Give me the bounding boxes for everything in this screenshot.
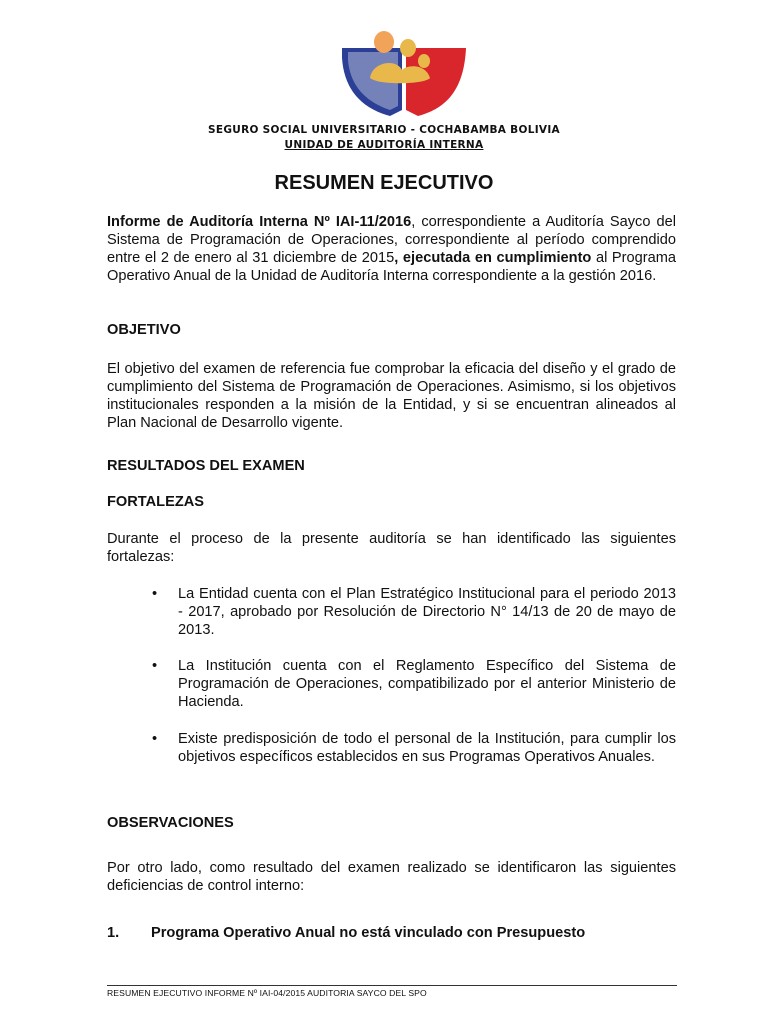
footer-divider xyxy=(107,985,677,986)
document-title: RESUMEN EJECUTIVO xyxy=(274,172,494,194)
observaciones-heading: OBSERVACIONES xyxy=(107,815,234,831)
intro-report-id: Informe de Auditoría Interna Nº IAI-11/2016 xyxy=(107,214,412,230)
fortaleza-text: La Entidad cuenta con el Plan Estratégico Institucional para el periodo 2013 - 2017, aprobado por Resolución de Directorio N° 14/13 de 20 de mayo de 2013. xyxy=(178,586,676,638)
page-footer: RESUMEN EJECUTIVO INFORME Nº IAI-04/2015 AUDITORIA SAYCO DEL SPO xyxy=(107,988,427,998)
observation-title: Programa Operativo Anual no está vinculado con Presupuesto xyxy=(151,925,586,941)
intro-bold-mid: , ejecutada en cumplimiento xyxy=(394,250,592,266)
observation-number: 1. xyxy=(107,925,120,941)
institution-logo xyxy=(340,28,468,120)
objetivo-paragraph: El objetivo del examen de referencia fue comprobar la eficacia del diseño y el grado de cumplimiento del Sistema de Programación de Operaciones. Asimismo, si los objetivos institucionales responden a la misión de la Entidad, y si se encuentran alineados al Plan Nacional de Desarrollo vigente. xyxy=(107,361,676,431)
observaciones-intro: Por otro lado, como resultado del examen realizado se identificaron las siguientes deficiencias de control interno: xyxy=(107,860,676,894)
intro-text-2: al Programa Operativo Anual de la Unidad de Auditoría Interna correspondiente a la gestión 2016. xyxy=(107,250,676,284)
intro-paragraph xyxy=(107,213,676,285)
fortaleza-text: Existe predisposición de todo el personal de la Institución, para cumplir los objetivos específicos establecidos en sus Programas Operativos Anuales. xyxy=(178,731,676,765)
bullet-point: • xyxy=(152,658,158,674)
bullet-point: • xyxy=(152,586,158,602)
objetivo-heading: OBJETIVO xyxy=(107,322,181,338)
fortaleza-text: La Institución cuenta con el Reglamento Específico del Sistema de Programación de Operaciones, compatibilizado por el anterior Ministerio de Hacienda. xyxy=(178,658,676,710)
intro-text-1: , correspondiente a Auditoría Sayco del Sistema de Programación de Operaciones, correspondiente al período comprendido entre el 2 de enero al 31 diciembre de 2015 xyxy=(107,214,676,266)
fortalezas-heading: FORTALEZAS xyxy=(107,494,205,510)
organization-name: SEGURO SOCIAL UNIVERSITARIO - COCHABAMBA BOLIVIA xyxy=(208,124,560,136)
bullet-point: • xyxy=(152,731,158,747)
fortalezas-intro: Durante el proceso de la presente auditoría se han identificado las siguientes fortalezas: xyxy=(107,531,676,565)
unit-name: UNIDAD DE AUDITORÍA INTERNA xyxy=(284,139,484,151)
resultados-heading: RESULTADOS DEL EXAMEN xyxy=(107,458,305,474)
